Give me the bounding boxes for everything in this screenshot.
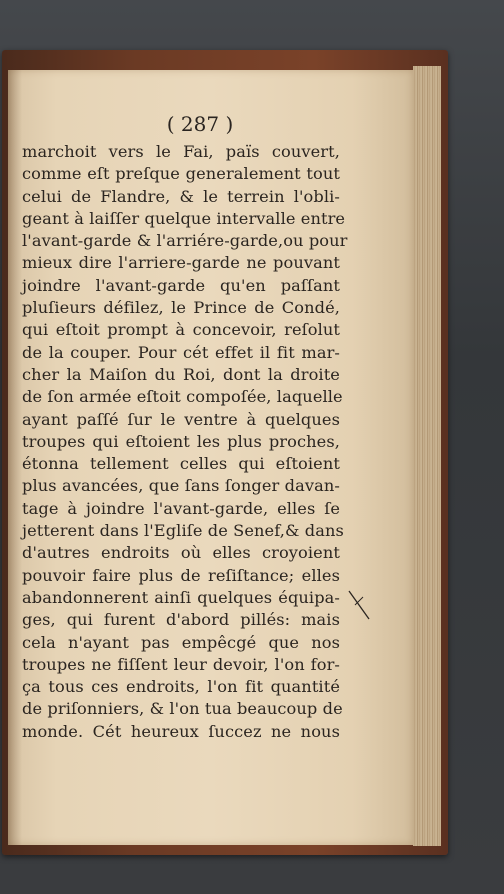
text-line: celui de Flandre, & le terrein l'obli- [22, 186, 340, 206]
spine-shadow [8, 70, 22, 845]
text-line: de priſonniers, & l'on tua beaucoup de [22, 699, 343, 719]
text-line: abandonnerent ainſi quelques équipa- [22, 587, 340, 607]
body-text [22, 141, 348, 743]
page-edges [413, 66, 441, 846]
margin-pencil-mark [345, 585, 375, 625]
text-line: troupes qui eſtoient les plus proches, [22, 431, 340, 451]
text-line: étonna tellement celles qui eſtoient [22, 454, 340, 474]
text-line: ayant paſſé ſur le ventre à quelques [22, 409, 340, 429]
text-line: marchoit vers le Fai, païs couvert, [22, 142, 340, 161]
text-line: ges, qui furent d'abord pillés: mais [22, 610, 340, 630]
text-line: pluſieurs défilez, le Prince de Condé, [22, 298, 340, 318]
text-line: de ſon armée eſtoit compoſée, laquelle [22, 387, 343, 407]
text-line: monde. Cét heureux ſuccez ne nous [22, 721, 340, 741]
text-line: cela n'ayant pas empêcgé que nos [22, 632, 340, 652]
text-line: tage à joindre l'avant-garde, elles ſe [22, 498, 340, 518]
text-line: troupes ne fiſſent leur devoir, l'on for- [22, 654, 340, 674]
text-line: d'autres endroits où elles croyoient [22, 543, 340, 563]
text-line: joindre l'avant-garde qu'en paſſant [22, 275, 340, 295]
text-line: ça tous ces endroits, l'on fit quantité [22, 677, 340, 697]
text-line: plus avancées, que ſans ſonger davan- [22, 476, 340, 496]
text-line: l'avant-garde & l'arriére-garde,ou pour [22, 231, 348, 251]
text-line: qui eſtoit prompt à concevoir, reſolut [22, 320, 340, 340]
text-line: geant à laiſſer quelque intervalle entre [22, 208, 346, 228]
text-line: pouvoir faire plus de reſiſtance; elles [22, 565, 340, 585]
text-line: mieux dire l'arriere-garde ne pouvant [22, 253, 340, 273]
page-number: ( 287 ) [166, 112, 234, 136]
text-line: jetterent dans l'Egliſe de Senef,& dans [22, 521, 344, 541]
text-line: de la couper. Pour cét effet il fit mar- [22, 342, 340, 362]
text-line: cher la Maiſon du Roi, dont la droite [22, 364, 340, 384]
text-line: comme eſt preſque generalement tout [22, 164, 340, 184]
